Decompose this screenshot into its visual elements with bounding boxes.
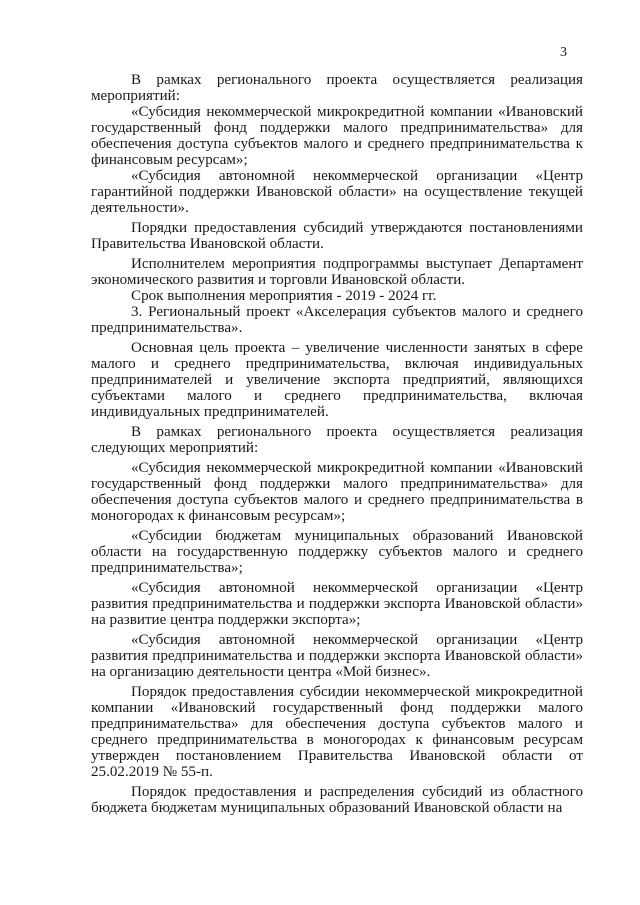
- paragraph: «Субсидия автономной некоммерческой организации «Центр развития предпринимательства и поддержки экспорта Ивановской области» на развитие центра поддержки экспорта»;: [91, 580, 583, 628]
- paragraph: Срок выполнения мероприятия - 2019 - 2024 гг.: [131, 288, 437, 304]
- paragraph: «Субсидия автономной некоммерческой организации «Центр гарантийной поддержки Ивановской области» на осуществление текущей деятельности».: [91, 168, 583, 216]
- paragraph: В рамках регионального проекта осуществляется реализация следующих мероприятий:: [91, 424, 583, 456]
- paragraph: Порядок предоставления субсидии некоммерческой микрокредитной компании «Ивановский государственный фонд поддержки малого предпринимательства» для обеспечения доступа субъектов малого и среднего предпринимательства в моногородах к финансовым ресурсам утвержден постановлением Правительства Ивановской области от 25.02.2019 № 55-п.: [91, 684, 583, 780]
- paragraph: 3. Региональный проект «Акселерация субъектов малого и среднего предпринимательства».: [91, 304, 583, 336]
- paragraph: Порядок предоставления и распределения субсидий из областного бюджета бюджетам муниципальных образований Ивановской области на: [91, 784, 583, 816]
- paragraph: «Субсидия некоммерческой микрокредитной компании «Ивановский государственный фонд поддержки малого предпринимательства» для обеспечения доступа субъектов малого и среднего предпринимательства к финансовым ресурсам»;: [91, 104, 583, 168]
- paragraph: «Субсидия некоммерческой микрокредитной компании «Ивановский государственный фонд поддержки малого предпринимательства» для обеспечения доступа субъектов малого и среднего предпринимательства в моногородах к финансовым ресурсам»;: [91, 460, 583, 524]
- document-body: [91, 72, 583, 816]
- paragraph: Порядки предоставления субсидий утверждаются постановлениями Правительства Ивановской области.: [91, 220, 583, 252]
- paragraph: Основная цель проекта – увеличение численности занятых в сфере малого и среднего предпринимательства, включая индивидуальных предпринимателей и увеличение экспорта предприятий, являющихся субъектами малого и среднего предпринимательства, включая индивидуальных предпринимателей.: [91, 340, 583, 420]
- paragraph: «Субсидии бюджетам муниципальных образований Ивановской области на государственную поддержку субъектов малого и среднего предпринимательства»;: [91, 528, 583, 576]
- paragraph: «Субсидия автономной некоммерческой организации «Центр развития предпринимательства и поддержки экспорта Ивановской области» на организацию деятельности центра «Мой бизнес».: [91, 632, 583, 680]
- paragraph: В рамках регионального проекта осуществляется реализация мероприятий:: [91, 72, 583, 104]
- paragraph: Исполнителем мероприятия подпрограммы выступает Департамент экономического развития и торговли Ивановской области.: [91, 256, 583, 288]
- page-number: 3: [560, 45, 567, 60]
